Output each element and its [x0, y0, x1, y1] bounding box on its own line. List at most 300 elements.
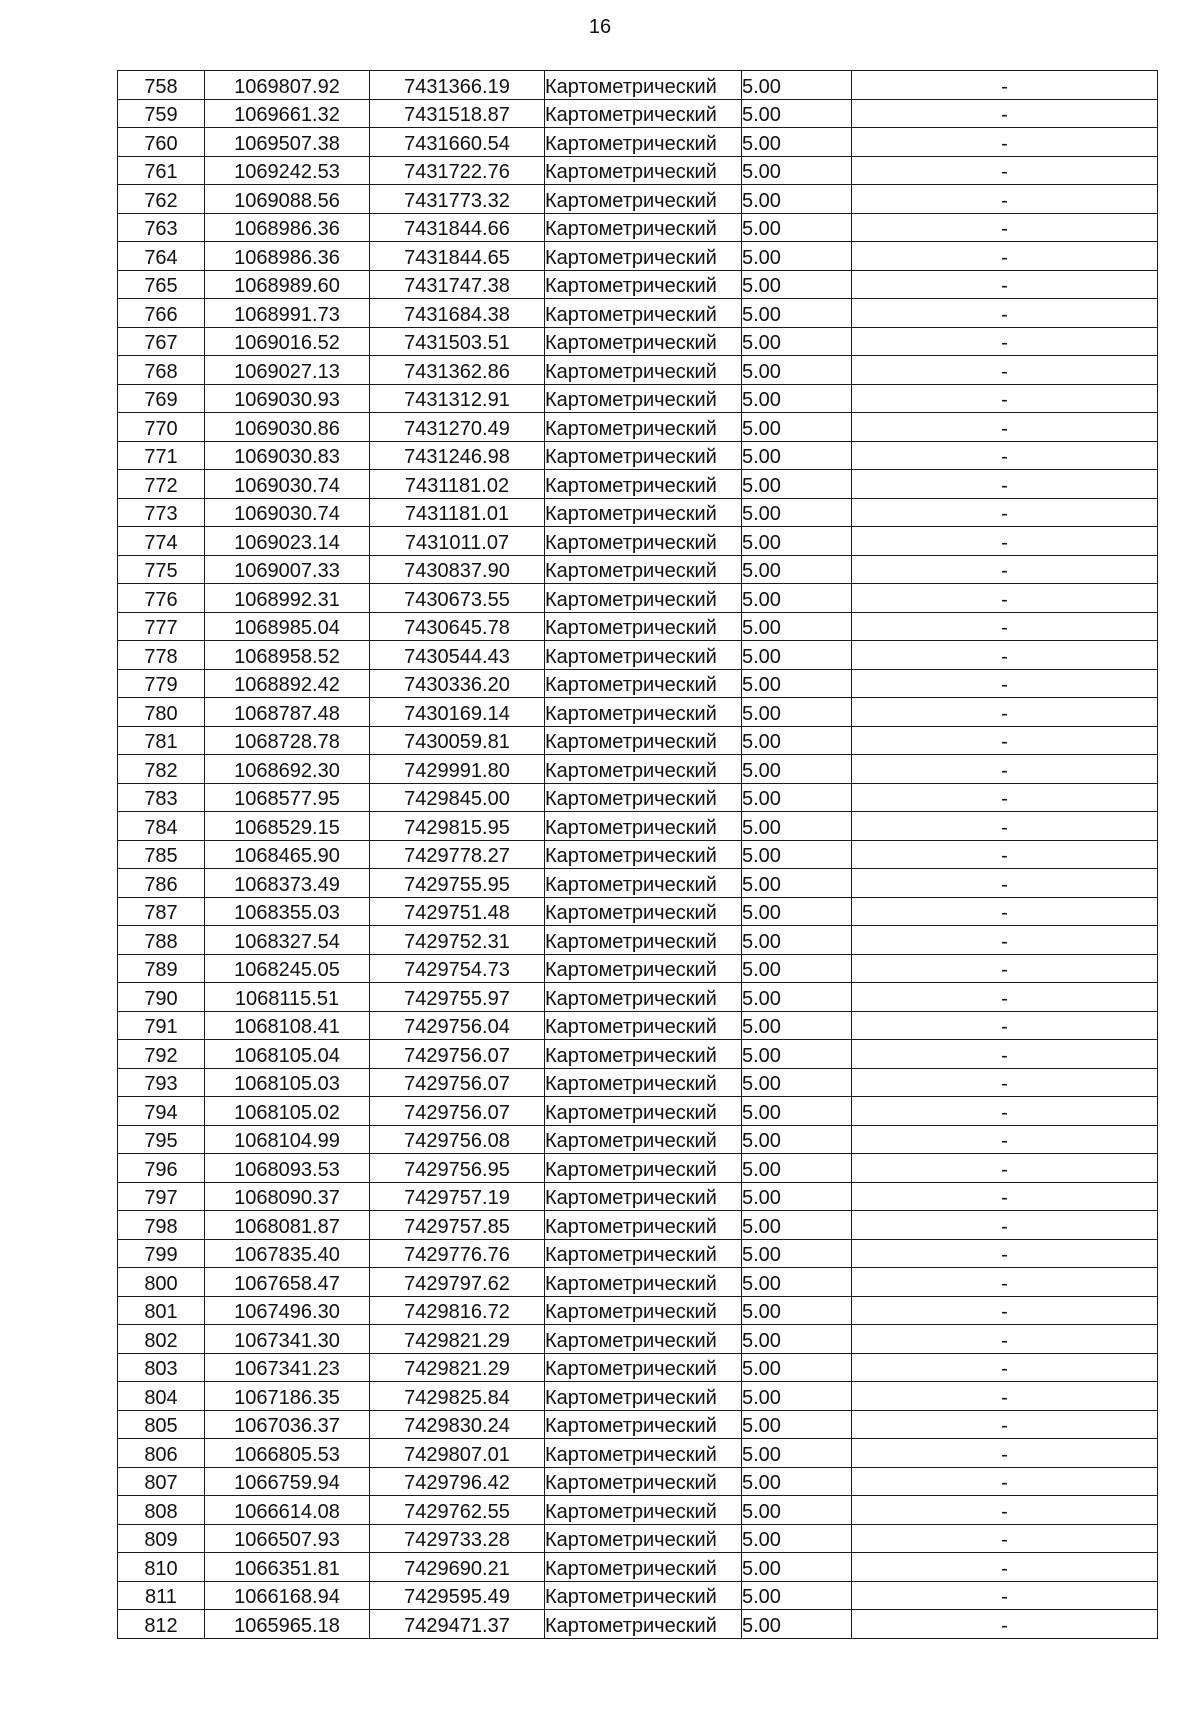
point-number-cell: 804	[118, 1382, 205, 1411]
table-row	[118, 1610, 1158, 1639]
x-coordinate-cell: 1068989.60	[205, 270, 370, 299]
y-coordinate-cell: 7429752.31	[370, 926, 545, 955]
point-number-cell: 789	[118, 954, 205, 983]
table-row	[118, 1553, 1158, 1582]
method-cell: Картометрический	[545, 356, 742, 385]
table-row	[118, 1182, 1158, 1211]
accuracy-cell: 5.00	[742, 128, 852, 157]
description-cell: -	[852, 1496, 1158, 1525]
y-coordinate-cell: 7429757.19	[370, 1182, 545, 1211]
y-coordinate-cell: 7431844.65	[370, 242, 545, 271]
y-coordinate-cell: 7430837.90	[370, 555, 545, 584]
accuracy-cell: 5.00	[742, 1325, 852, 1354]
y-coordinate-cell: 7431660.54	[370, 128, 545, 157]
accuracy-cell: 5.00	[742, 1182, 852, 1211]
description-cell: -	[852, 299, 1158, 328]
accuracy-cell: 5.00	[742, 983, 852, 1012]
table-row	[118, 869, 1158, 898]
description-cell: -	[852, 498, 1158, 527]
table-row	[118, 1239, 1158, 1268]
point-number-cell: 786	[118, 869, 205, 898]
x-coordinate-cell: 1068104.99	[205, 1125, 370, 1154]
table-row	[118, 1268, 1158, 1297]
table-row	[118, 185, 1158, 214]
description-cell: -	[852, 128, 1158, 157]
table-row	[118, 99, 1158, 128]
point-number-cell: 761	[118, 156, 205, 185]
point-number-cell: 788	[118, 926, 205, 955]
accuracy-cell: 5.00	[742, 812, 852, 841]
point-number-cell: 772	[118, 470, 205, 499]
table-row	[118, 1011, 1158, 1040]
description-cell: -	[852, 584, 1158, 613]
x-coordinate-cell: 1068245.05	[205, 954, 370, 983]
table-row	[118, 413, 1158, 442]
x-coordinate-cell: 1069807.92	[205, 71, 370, 100]
point-number-cell: 787	[118, 897, 205, 926]
table-row	[118, 1496, 1158, 1525]
description-cell: -	[852, 71, 1158, 100]
x-coordinate-cell: 1068992.31	[205, 584, 370, 613]
method-cell: Картометрический	[545, 555, 742, 584]
method-cell: Картометрический	[545, 441, 742, 470]
table-row	[118, 128, 1158, 157]
method-cell: Картометрический	[545, 384, 742, 413]
accuracy-cell: 5.00	[742, 1296, 852, 1325]
description-cell: -	[852, 641, 1158, 670]
accuracy-cell: 5.00	[742, 1496, 852, 1525]
x-coordinate-cell: 1066614.08	[205, 1496, 370, 1525]
accuracy-cell: 5.00	[742, 299, 852, 328]
accuracy-cell: 5.00	[742, 1097, 852, 1126]
y-coordinate-cell: 7431362.86	[370, 356, 545, 385]
accuracy-cell: 5.00	[742, 99, 852, 128]
y-coordinate-cell: 7429756.95	[370, 1154, 545, 1183]
table-row	[118, 156, 1158, 185]
point-number-cell: 802	[118, 1325, 205, 1354]
point-number-cell: 810	[118, 1553, 205, 1582]
accuracy-cell: 5.00	[742, 213, 852, 242]
x-coordinate-cell: 1068985.04	[205, 612, 370, 641]
point-number-cell: 805	[118, 1410, 205, 1439]
method-cell: Картометрический	[545, 71, 742, 100]
description-cell: -	[852, 1353, 1158, 1382]
accuracy-cell: 5.00	[742, 1211, 852, 1240]
y-coordinate-cell: 7429816.72	[370, 1296, 545, 1325]
accuracy-cell: 5.00	[742, 669, 852, 698]
accuracy-cell: 5.00	[742, 783, 852, 812]
table-row	[118, 1382, 1158, 1411]
method-cell: Картометрический	[545, 1467, 742, 1496]
x-coordinate-cell: 1069088.56	[205, 185, 370, 214]
y-coordinate-cell: 7431684.38	[370, 299, 545, 328]
y-coordinate-cell: 7430673.55	[370, 584, 545, 613]
y-coordinate-cell: 7431747.38	[370, 270, 545, 299]
accuracy-cell: 5.00	[742, 641, 852, 670]
description-cell: -	[852, 213, 1158, 242]
point-number-cell: 808	[118, 1496, 205, 1525]
coordinates-table	[117, 70, 1158, 1639]
y-coordinate-cell: 7429815.95	[370, 812, 545, 841]
y-coordinate-cell: 7429690.21	[370, 1553, 545, 1582]
point-number-cell: 797	[118, 1182, 205, 1211]
accuracy-cell: 5.00	[742, 755, 852, 784]
accuracy-cell: 5.00	[742, 869, 852, 898]
method-cell: Картометрический	[545, 242, 742, 271]
accuracy-cell: 5.00	[742, 897, 852, 926]
x-coordinate-cell: 1068373.49	[205, 869, 370, 898]
y-coordinate-cell: 7430544.43	[370, 641, 545, 670]
accuracy-cell: 5.00	[742, 954, 852, 983]
description-cell: -	[852, 783, 1158, 812]
y-coordinate-cell: 7429595.49	[370, 1581, 545, 1610]
y-coordinate-cell: 7429756.07	[370, 1068, 545, 1097]
accuracy-cell: 5.00	[742, 356, 852, 385]
method-cell: Картометрический	[545, 869, 742, 898]
point-number-cell: 771	[118, 441, 205, 470]
x-coordinate-cell: 1069030.83	[205, 441, 370, 470]
description-cell: -	[852, 242, 1158, 271]
point-number-cell: 763	[118, 213, 205, 242]
method-cell: Картометрический	[545, 954, 742, 983]
accuracy-cell: 5.00	[742, 470, 852, 499]
method-cell: Картометрический	[545, 1382, 742, 1411]
description-cell: -	[852, 384, 1158, 413]
point-number-cell: 790	[118, 983, 205, 1012]
method-cell: Картометрический	[545, 128, 742, 157]
x-coordinate-cell: 1069016.52	[205, 327, 370, 356]
x-coordinate-cell: 1068728.78	[205, 726, 370, 755]
point-number-cell: 791	[118, 1011, 205, 1040]
y-coordinate-cell: 7429807.01	[370, 1439, 545, 1468]
x-coordinate-cell: 1067341.23	[205, 1353, 370, 1382]
x-coordinate-cell: 1068958.52	[205, 641, 370, 670]
method-cell: Картометрический	[545, 327, 742, 356]
table-row	[118, 1325, 1158, 1354]
accuracy-cell: 5.00	[742, 384, 852, 413]
accuracy-cell: 5.00	[742, 71, 852, 100]
description-cell: -	[852, 470, 1158, 499]
method-cell: Картометрический	[545, 1553, 742, 1582]
table-row	[118, 384, 1158, 413]
point-number-cell: 777	[118, 612, 205, 641]
table-row	[118, 441, 1158, 470]
method-cell: Картометрический	[545, 983, 742, 1012]
point-number-cell: 800	[118, 1268, 205, 1297]
description-cell: -	[852, 926, 1158, 955]
description-cell: -	[852, 1296, 1158, 1325]
method-cell: Картометрический	[545, 185, 742, 214]
x-coordinate-cell: 1068327.54	[205, 926, 370, 955]
table-row	[118, 1040, 1158, 1069]
table-row	[118, 584, 1158, 613]
method-cell: Картометрический	[545, 1239, 742, 1268]
y-coordinate-cell: 7429754.73	[370, 954, 545, 983]
y-coordinate-cell: 7430645.78	[370, 612, 545, 641]
table-row	[118, 242, 1158, 271]
description-cell: -	[852, 812, 1158, 841]
y-coordinate-cell: 7429797.62	[370, 1268, 545, 1297]
method-cell: Картометрический	[545, 527, 742, 556]
table-row	[118, 555, 1158, 584]
y-coordinate-cell: 7431312.91	[370, 384, 545, 413]
table-row	[118, 1211, 1158, 1240]
y-coordinate-cell: 7430169.14	[370, 698, 545, 727]
description-cell: -	[852, 1040, 1158, 1069]
table-row	[118, 641, 1158, 670]
table-row	[118, 669, 1158, 698]
table-row	[118, 812, 1158, 841]
x-coordinate-cell: 1068108.41	[205, 1011, 370, 1040]
method-cell: Картометрический	[545, 897, 742, 926]
method-cell: Картометрический	[545, 1097, 742, 1126]
accuracy-cell: 5.00	[742, 1439, 852, 1468]
description-cell: -	[852, 1439, 1158, 1468]
x-coordinate-cell: 1069007.33	[205, 555, 370, 584]
point-number-cell: 762	[118, 185, 205, 214]
accuracy-cell: 5.00	[742, 1154, 852, 1183]
point-number-cell: 796	[118, 1154, 205, 1183]
description-cell: -	[852, 983, 1158, 1012]
accuracy-cell: 5.00	[742, 926, 852, 955]
method-cell: Картометрический	[545, 156, 742, 185]
description-cell: -	[852, 1410, 1158, 1439]
table-row	[118, 1353, 1158, 1382]
point-number-cell: 779	[118, 669, 205, 698]
accuracy-cell: 5.00	[742, 1524, 852, 1553]
point-number-cell: 798	[118, 1211, 205, 1240]
y-coordinate-cell: 7429756.07	[370, 1097, 545, 1126]
x-coordinate-cell: 1067036.37	[205, 1410, 370, 1439]
point-number-cell: 764	[118, 242, 205, 271]
point-number-cell: 794	[118, 1097, 205, 1126]
table-row	[118, 1125, 1158, 1154]
accuracy-cell: 5.00	[742, 156, 852, 185]
x-coordinate-cell: 1067186.35	[205, 1382, 370, 1411]
x-coordinate-cell: 1069027.13	[205, 356, 370, 385]
table-row	[118, 1439, 1158, 1468]
y-coordinate-cell: 7431518.87	[370, 99, 545, 128]
point-number-cell: 776	[118, 584, 205, 613]
accuracy-cell: 5.00	[742, 840, 852, 869]
x-coordinate-cell: 1069030.86	[205, 413, 370, 442]
y-coordinate-cell: 7429821.29	[370, 1325, 545, 1354]
method-cell: Картометрический	[545, 1610, 742, 1639]
x-coordinate-cell: 1066759.94	[205, 1467, 370, 1496]
method-cell: Картометрический	[545, 1496, 742, 1525]
point-number-cell: 792	[118, 1040, 205, 1069]
accuracy-cell: 5.00	[742, 1268, 852, 1297]
table-row	[118, 213, 1158, 242]
x-coordinate-cell: 1068105.04	[205, 1040, 370, 1069]
y-coordinate-cell: 7429756.07	[370, 1040, 545, 1069]
y-coordinate-cell: 7429755.97	[370, 983, 545, 1012]
accuracy-cell: 5.00	[742, 441, 852, 470]
accuracy-cell: 5.00	[742, 1011, 852, 1040]
x-coordinate-cell: 1066805.53	[205, 1439, 370, 1468]
method-cell: Картометрический	[545, 1439, 742, 1468]
accuracy-cell: 5.00	[742, 1068, 852, 1097]
description-cell: -	[852, 327, 1158, 356]
description-cell: -	[852, 270, 1158, 299]
x-coordinate-cell: 1068692.30	[205, 755, 370, 784]
method-cell: Картометрический	[545, 1410, 742, 1439]
method-cell: Картометрический	[545, 698, 742, 727]
method-cell: Картометрический	[545, 498, 742, 527]
table-row	[118, 698, 1158, 727]
accuracy-cell: 5.00	[742, 1610, 852, 1639]
description-cell: -	[852, 698, 1158, 727]
method-cell: Картометрический	[545, 1182, 742, 1211]
point-number-cell: 811	[118, 1581, 205, 1610]
method-cell: Картометрический	[545, 1581, 742, 1610]
x-coordinate-cell: 1068991.73	[205, 299, 370, 328]
table-row	[118, 1296, 1158, 1325]
accuracy-cell: 5.00	[742, 1467, 852, 1496]
method-cell: Картометрический	[545, 1211, 742, 1240]
point-number-cell: 766	[118, 299, 205, 328]
point-number-cell: 758	[118, 71, 205, 100]
accuracy-cell: 5.00	[742, 413, 852, 442]
description-cell: -	[852, 1325, 1158, 1354]
x-coordinate-cell: 1069661.32	[205, 99, 370, 128]
accuracy-cell: 5.00	[742, 1239, 852, 1268]
description-cell: -	[852, 1097, 1158, 1126]
description-cell: -	[852, 1467, 1158, 1496]
x-coordinate-cell: 1069023.14	[205, 527, 370, 556]
method-cell: Картометрический	[545, 1524, 742, 1553]
point-number-cell: 795	[118, 1125, 205, 1154]
table-row	[118, 840, 1158, 869]
y-coordinate-cell: 7429751.48	[370, 897, 545, 926]
coordinates-table-body	[118, 71, 1158, 1639]
description-cell: -	[852, 755, 1158, 784]
method-cell: Картометрический	[545, 1268, 742, 1297]
point-number-cell: 784	[118, 812, 205, 841]
table-row	[118, 983, 1158, 1012]
x-coordinate-cell: 1069030.74	[205, 470, 370, 499]
description-cell: -	[852, 527, 1158, 556]
method-cell: Картометрический	[545, 1011, 742, 1040]
y-coordinate-cell: 7429796.42	[370, 1467, 545, 1496]
y-coordinate-cell: 7429733.28	[370, 1524, 545, 1553]
method-cell: Картометрический	[545, 1325, 742, 1354]
x-coordinate-cell: 1067835.40	[205, 1239, 370, 1268]
point-number-cell: 767	[118, 327, 205, 356]
point-number-cell: 803	[118, 1353, 205, 1382]
description-cell: -	[852, 1268, 1158, 1297]
accuracy-cell: 5.00	[742, 527, 852, 556]
point-number-cell: 812	[118, 1610, 205, 1639]
x-coordinate-cell: 1068115.51	[205, 983, 370, 1012]
accuracy-cell: 5.00	[742, 327, 852, 356]
description-cell: -	[852, 1011, 1158, 1040]
accuracy-cell: 5.00	[742, 1410, 852, 1439]
description-cell: -	[852, 954, 1158, 983]
table-row	[118, 926, 1158, 955]
description-cell: -	[852, 356, 1158, 385]
x-coordinate-cell: 1068986.36	[205, 213, 370, 242]
description-cell: -	[852, 726, 1158, 755]
method-cell: Картометрический	[545, 1068, 742, 1097]
accuracy-cell: 5.00	[742, 1553, 852, 1582]
accuracy-cell: 5.00	[742, 726, 852, 755]
table-row	[118, 299, 1158, 328]
y-coordinate-cell: 7431844.66	[370, 213, 545, 242]
y-coordinate-cell: 7431366.19	[370, 71, 545, 100]
point-number-cell: 793	[118, 1068, 205, 1097]
table-row	[118, 783, 1158, 812]
x-coordinate-cell: 1066507.93	[205, 1524, 370, 1553]
y-coordinate-cell: 7431270.49	[370, 413, 545, 442]
accuracy-cell: 5.00	[742, 698, 852, 727]
point-number-cell: 781	[118, 726, 205, 755]
point-number-cell: 809	[118, 1524, 205, 1553]
x-coordinate-cell: 1068892.42	[205, 669, 370, 698]
table-row	[118, 527, 1158, 556]
y-coordinate-cell: 7429756.08	[370, 1125, 545, 1154]
x-coordinate-cell: 1068081.87	[205, 1211, 370, 1240]
table-row	[118, 1467, 1158, 1496]
table-row	[118, 327, 1158, 356]
y-coordinate-cell: 7431011.07	[370, 527, 545, 556]
x-coordinate-cell: 1068577.95	[205, 783, 370, 812]
x-coordinate-cell: 1069030.93	[205, 384, 370, 413]
page-number: 16	[588, 16, 612, 38]
description-cell: -	[852, 1610, 1158, 1639]
x-coordinate-cell: 1067658.47	[205, 1268, 370, 1297]
table-row	[118, 270, 1158, 299]
table-row	[118, 897, 1158, 926]
accuracy-cell: 5.00	[742, 584, 852, 613]
point-number-cell: 785	[118, 840, 205, 869]
x-coordinate-cell: 1068093.53	[205, 1154, 370, 1183]
description-cell: -	[852, 840, 1158, 869]
y-coordinate-cell: 7429755.95	[370, 869, 545, 898]
accuracy-cell: 5.00	[742, 1040, 852, 1069]
y-coordinate-cell: 7429756.04	[370, 1011, 545, 1040]
point-number-cell: 773	[118, 498, 205, 527]
y-coordinate-cell: 7431181.02	[370, 470, 545, 499]
point-number-cell: 760	[118, 128, 205, 157]
method-cell: Картометрический	[545, 1296, 742, 1325]
table-row	[118, 71, 1158, 100]
accuracy-cell: 5.00	[742, 612, 852, 641]
x-coordinate-cell: 1068529.15	[205, 812, 370, 841]
accuracy-cell: 5.00	[742, 1581, 852, 1610]
description-cell: -	[852, 1182, 1158, 1211]
method-cell: Картометрический	[545, 783, 742, 812]
accuracy-cell: 5.00	[742, 555, 852, 584]
description-cell: -	[852, 669, 1158, 698]
point-number-cell: 807	[118, 1467, 205, 1496]
point-number-cell: 801	[118, 1296, 205, 1325]
description-cell: -	[852, 413, 1158, 442]
y-coordinate-cell: 7429757.85	[370, 1211, 545, 1240]
method-cell: Картометрический	[545, 270, 742, 299]
x-coordinate-cell: 1067496.30	[205, 1296, 370, 1325]
method-cell: Картометрический	[545, 299, 742, 328]
x-coordinate-cell: 1065965.18	[205, 1610, 370, 1639]
x-coordinate-cell: 1069242.53	[205, 156, 370, 185]
method-cell: Картометрический	[545, 413, 742, 442]
description-cell: -	[852, 612, 1158, 641]
y-coordinate-cell: 7431246.98	[370, 441, 545, 470]
table-row	[118, 726, 1158, 755]
accuracy-cell: 5.00	[742, 498, 852, 527]
x-coordinate-cell: 1066168.94	[205, 1581, 370, 1610]
method-cell: Картометрический	[545, 99, 742, 128]
